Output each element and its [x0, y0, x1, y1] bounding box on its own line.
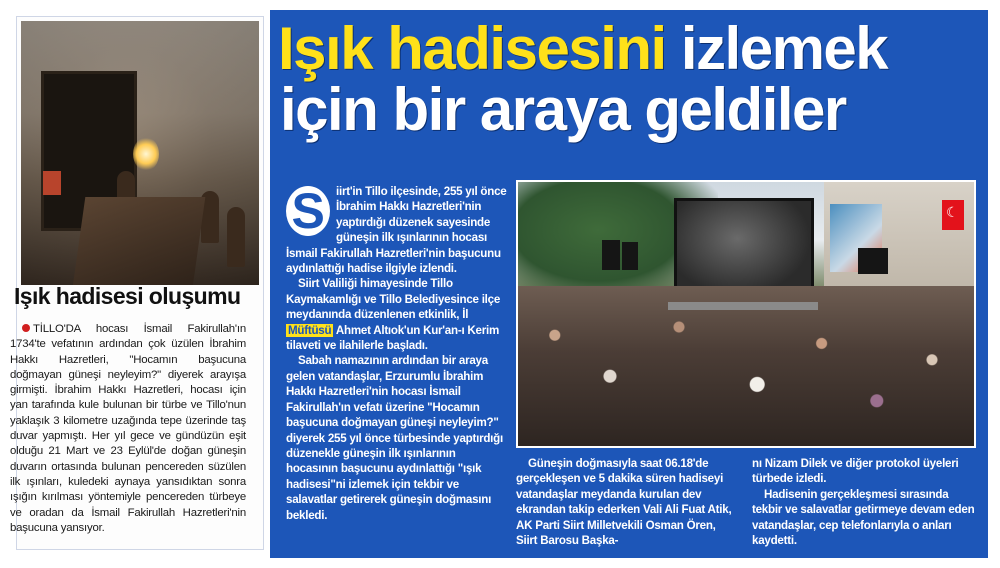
headline-line2: için bir araya geldiler	[280, 76, 846, 143]
sunlight-glow	[133, 137, 159, 171]
giant-screen	[674, 198, 814, 298]
tomb-photo	[21, 21, 259, 285]
article-paragraph: nı Nizam Dilek ve diğer protokol üyeleri türbede izledi.	[752, 457, 959, 486]
crowd-photo	[516, 180, 976, 448]
turkish-flag-icon	[942, 200, 964, 230]
article-paragraph: Siirt Valiliği himayesinde Tillo Kaymakamlığı ve Tillo Belediyesince ilçe meydanında düzenlenen etkinlik, İl Müftüsü Ahmet Altıok'un Kur'an-ı Kerim tilaveti ve ilahilerle başladı.	[286, 277, 501, 353]
article-column-3	[752, 456, 978, 550]
headline	[278, 15, 988, 143]
article-paragraph: Hadisenin gerçekleşmesi sırasında tekbir ve salavatlar getirmeye devam eden vatandaşlar, cep telefonlarıyla o anları kaydetti.	[752, 487, 975, 548]
article-paragraph: Güneşin doğmasıyla saat 06.18'de gerçekleşen ve 5 dakika süren hadiseyi vatandaşlar meydanda kurulan dev ekrandan takip ederken Vali Ali Fuat Atik, AK Parti Siirt Milletvekili Osman Ören, Siirt Barosu Başka-	[516, 457, 732, 548]
article-column-1	[286, 184, 508, 550]
mufti-highlight: Müftüsü	[288, 323, 332, 337]
dropcap: S	[286, 186, 330, 236]
sidebar-body: TİLLO'DA hocası İsmail Fakirullah'ın 1734'te vefatının ardından çok üzülen İbrahim Hakkı Hazretleri, "Hocamın başucuna doğmayan güneşi neyleyim?" diyerek arayışa girmişti. İbrahim Hakkı Hazretleri, hocası için yan tarafında kule bulunan bir türbe ve Tillo'nun yaklaşık 3 kilometre uzağında tepe üzerinde taş duvar yapmıştı. Her yıl gece ve gündüzün eşit olduğu 21 Mart ve 23 Eylül'de doğan güneşin duvarın ortasında bulunan pencereden süzülen ilk ışınları, kuledeki aynaya yansıdıktan sonra ışığın kırılması yöntemiyle pencereden türbeye ve oradan da İsmail Fakirullah Hazretleri'nin başucuna yansıyor.	[10, 323, 246, 534]
headline-line1-rest: izlemek	[665, 15, 888, 82]
article-column-2	[516, 456, 738, 550]
article-paragraph: iirt'in Tillo ilçesinde, 255 yıl önce İbrahim Hakkı Hazretleri'nin yaptırdığı düzenek sayesinde güneşin ilk ışınlarının hocası İsmail Fakirullah Hazretleri'nin başucunu aydınlattığı hadise ilgiyle izlendi.	[286, 185, 507, 276]
crowd	[518, 286, 976, 448]
headline-highlight: Işık hadisesini	[278, 15, 666, 82]
article-paragraph: Sabah namazının ardından bir araya gelen vatandaşlar, Erzurumlu İbrahim Hakkı Hazretleri'nin hocası İsmail Fakirullah'ın vefatı üzerine "Hocamın başucuna doğmayan güneşi neyleyim?" diyerek 255 yıl önce türbesinde yaptırdığı düzenekle güneşin ilk ışınlarının hocasının başucunu aydınlattığı "ışık hadisesi"ni izlemek için tekbir ve salavatlar getirerek güneşin doğmasını bekledi.	[286, 354, 503, 522]
sidebar-title: Işık hadisesi oluşumu	[14, 283, 241, 309]
red-bullet-icon	[22, 324, 30, 332]
